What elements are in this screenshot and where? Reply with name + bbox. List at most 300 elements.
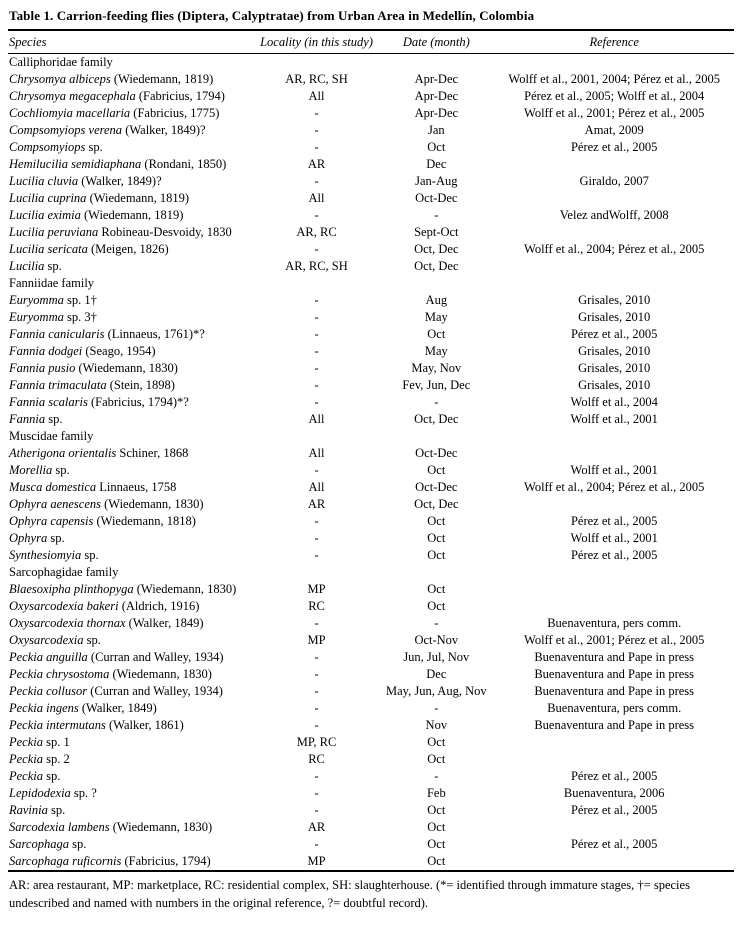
species-table [8,31,734,872]
locality-cell: MP [307,582,326,596]
family-section-name: Sarcophagidae family [9,565,119,579]
species-scientific-name: Fannia scalaris [9,395,88,409]
species-authority: (Wiedemann, 1819) [110,72,214,86]
reference-cell: Grisales, 2010 [578,344,651,358]
species-authority: sp. ? [70,786,97,800]
reference-cell: Wolff et al., 2001; Pérez et al., 2005 [524,633,705,647]
species-row [8,751,734,768]
column-header-locality: Locality (in this study) [255,31,378,54]
reference-cell: Buenaventura and Pape in press [534,650,695,664]
family-section-row [8,54,734,72]
species-authority: (Wiedemann, 1830) [133,582,237,596]
species-authority: (Walker, 1849)? [122,123,206,137]
species-row [8,717,734,734]
locality-cell: AR, RC, SH [285,259,348,273]
species-row [8,394,734,411]
reference-cell: Wolff et al., 2004; Pérez et al., 2005 [524,242,705,256]
reference-cell [494,445,734,462]
species-authority: (Fabricius, 1794)*? [87,395,189,409]
species-cell [8,836,255,853]
reference-cell: Pérez et al., 2005 [570,803,658,817]
locality-cell: AR [307,820,326,834]
species-scientific-name: Euryomma [9,293,64,307]
species-scientific-name: Fannia dodgei [9,344,83,358]
locality-cell: - [314,378,319,392]
species-authority: (Rondani, 1850) [141,157,227,171]
species-scientific-name: Ophyra capensis [9,514,94,528]
species-cell [8,496,255,513]
date-cell: Oct [427,582,446,596]
table-header [8,31,734,54]
species-row [8,462,734,479]
species-scientific-name: Atherigona orientalis [9,446,117,460]
species-scientific-name: Morellia [9,463,53,477]
species-authority: Robineau-Desvoidy, 1830 [98,225,232,239]
species-cell [8,411,255,428]
species-cell [8,547,255,564]
locality-cell: - [314,106,319,120]
locality-cell: - [314,174,319,188]
species-cell [8,173,255,190]
locality-cell: All [308,412,325,426]
species-row [8,445,734,462]
species-row [8,513,734,530]
species-authority: (Wiedemann, 1830) [109,820,213,834]
locality-cell: - [314,786,319,800]
species-scientific-name: Hemilucilia semidiaphana [9,157,142,171]
reference-cell [494,190,734,207]
species-cell [8,649,255,666]
date-cell: Oct [427,531,446,545]
species-cell [8,853,255,871]
species-authority: sp. [83,633,101,647]
species-scientific-name: Ophyra aenescens [9,497,101,511]
species-authority: sp. [68,837,87,851]
reference-cell: Giraldo, 2007 [579,174,649,188]
species-cell [8,734,255,751]
date-cell: Oct, Dec [414,259,459,273]
locality-cell: AR [307,497,326,511]
column-header-reference: Reference [494,31,734,54]
locality-cell: - [314,837,319,851]
species-cell [8,802,255,819]
locality-cell: AR [307,157,326,171]
species-cell [8,241,255,258]
species-cell [8,751,255,768]
species-scientific-name: Oxysarcodexia thornax [9,616,126,630]
date-cell: May, Nov [411,361,462,375]
species-scientific-name: Compsomyiops verena [9,123,123,137]
locality-cell: MP [307,854,326,868]
date-cell: Aug [425,293,448,307]
species-row [8,819,734,836]
species-scientific-name: Peckia [9,769,44,783]
reference-cell: Grisales, 2010 [578,310,651,324]
species-authority: (Fabricius, 1775) [130,106,220,120]
species-scientific-name: Ravinia [9,803,48,817]
species-row [8,853,734,871]
species-row [8,411,734,428]
species-row [8,700,734,717]
species-cell [8,139,255,156]
species-cell [8,462,255,479]
species-row [8,683,734,700]
species-scientific-name: Lucilia peruviana [9,225,99,239]
species-authority: (Curran and Walley, 1934) [87,650,224,664]
date-cell: Oct [427,463,446,477]
reference-cell [494,156,734,173]
locality-cell: All [308,480,325,494]
table-caption-label: Table 1. [9,8,54,23]
species-cell [8,700,255,717]
species-authority: sp. 1† [63,293,97,307]
species-cell [8,479,255,496]
family-section-name: Fanniidae family [9,276,95,290]
locality-cell: - [314,395,319,409]
species-row [8,360,734,377]
reference-cell: Pérez et al., 2005 [570,140,658,154]
species-authority: (Fabricius, 1794) [135,89,225,103]
species-cell [8,207,255,224]
locality-cell: - [314,684,319,698]
reference-cell [494,258,734,275]
reference-cell: Buenaventura and Pape in press [534,718,695,732]
date-cell: Oct [427,854,446,868]
species-authority: (Meigen, 1826) [87,242,169,256]
locality-cell: All [308,446,325,460]
species-cell [8,71,255,88]
locality-cell: - [314,344,319,358]
family-section-name: Calliphoridae family [9,55,113,69]
reference-cell [494,581,734,598]
species-scientific-name: Peckia [9,752,44,766]
date-cell: Oct [427,820,446,834]
date-cell: Apr-Dec [414,89,459,103]
species-authority: sp. 2 [43,752,70,766]
species-cell [8,513,255,530]
species-scientific-name: Peckia ingens [9,701,79,715]
locality-cell: AR, RC, SH [285,72,348,86]
species-row [8,768,734,785]
species-cell [8,785,255,802]
species-cell [8,615,255,632]
family-section-row [8,428,734,445]
species-authority: sp. [47,803,66,817]
species-authority: Linnaeus, 1758 [96,480,177,494]
species-scientific-name: Lucilia eximia [9,208,81,222]
locality-cell: All [308,191,325,205]
species-row [8,190,734,207]
locality-cell: - [314,463,319,477]
species-authority: sp. 3† [63,310,97,324]
family-section-row [8,564,734,581]
date-cell: Apr-Dec [414,106,459,120]
species-scientific-name: Peckia intermutans [9,718,106,732]
locality-cell: - [314,701,319,715]
species-cell [8,717,255,734]
species-row [8,258,734,275]
species-scientific-name: Fannia canicularis [9,327,105,341]
reference-cell [494,598,734,615]
date-cell: - [434,208,439,222]
date-cell: Oct-Dec [415,446,458,460]
reference-cell: Grisales, 2010 [578,361,651,375]
date-cell: Jun, Jul, Nov [403,650,470,664]
locality-cell: RC [308,752,325,766]
species-authority: (Walker, 1849) [78,701,157,715]
reference-cell: Wolff et al., 2001; Pérez et al., 2005 [524,106,705,120]
species-authority: (Seago, 1954) [82,344,156,358]
locality-cell: - [314,208,319,222]
date-cell: Oct-Dec [415,480,458,494]
species-cell [8,445,255,462]
species-cell [8,309,255,326]
locality-cell: - [314,327,319,341]
species-row [8,343,734,360]
species-authority: (Curran and Walley, 1934) [87,684,223,698]
date-cell: Dec [426,157,447,171]
species-row [8,598,734,615]
species-scientific-name: Ophyra [9,531,48,545]
species-cell [8,190,255,207]
date-cell: Apr-Dec [414,72,459,86]
reference-cell: Pérez et al., 2005 [570,548,658,562]
date-cell: Oct [427,514,446,528]
species-row [8,292,734,309]
species-authority: (Wiedemann, 1819) [86,191,190,205]
species-row [8,836,734,853]
species-scientific-name: Blaesoxipha plinthopyga [9,582,134,596]
reference-cell: Pérez et al., 2005 [570,514,658,528]
species-scientific-name: Peckia chrysostoma [9,667,110,681]
date-cell: Oct-Dec [415,191,458,205]
species-scientific-name: Cochliomyia macellaria [9,106,131,120]
reference-cell: Wolff et al., 2001 [570,412,658,426]
species-authority: (Walker, 1849)? [78,174,162,188]
species-cell [8,683,255,700]
species-row [8,615,734,632]
species-row [8,785,734,802]
species-cell [8,122,255,139]
species-authority: sp. [52,463,70,477]
species-row [8,241,734,258]
table-footnote: AR: area restaurant, MP: marketplace, RC: residential complex, SH: slaughterhouse. (*= identified through immature stages, †= species undescribed and named with numbers in the original reference, ?= doubtful record). [9,878,690,910]
species-row [8,734,734,751]
species-scientific-name: Musca domestica [9,480,97,494]
species-row [8,105,734,122]
reference-cell: Buenaventura and Pape in press [534,684,695,698]
reference-cell: Pérez et al., 2005; Wolff et al., 2004 [524,89,705,103]
species-authority: (Wiedemann, 1830) [101,497,204,511]
reference-cell [494,496,734,513]
species-cell [8,343,255,360]
date-cell: Nov [425,718,448,732]
species-cell [8,768,255,785]
reference-cell: Wolff et al., 2001 [570,463,658,477]
species-row [8,173,734,190]
locality-cell: AR, RC [296,225,337,239]
reference-cell: Wolff et al., 2001 [570,531,658,545]
date-cell: - [434,616,439,630]
date-cell: Oct, Dec [414,242,459,256]
species-row [8,802,734,819]
locality-cell: - [314,667,319,681]
species-row [8,649,734,666]
species-scientific-name: Lucilia cuprina [9,191,87,205]
locality-cell: - [314,293,319,307]
species-row [8,122,734,139]
species-row [8,207,734,224]
species-cell [8,598,255,615]
species-authority: sp. 1 [43,735,70,749]
species-authority: sp. [85,140,103,154]
species-authority: (Wiedemann, 1830) [75,361,178,375]
header-row [8,31,734,54]
species-cell [8,377,255,394]
date-cell: May [424,344,448,358]
species-scientific-name: Sarcodexia lambens [9,820,110,834]
locality-cell: MP [307,633,326,647]
species-row [8,666,734,683]
reference-cell [494,751,734,768]
species-row [8,224,734,241]
species-row [8,139,734,156]
species-row [8,377,734,394]
date-cell: Oct [427,327,446,341]
species-row [8,309,734,326]
family-section-name: Muscidae family [9,429,94,443]
species-authority: sp. [81,548,99,562]
table-caption-text: Carrion-feeding flies (Diptera, Calyptratae) from Urban Area in Medellín, Colombia [53,8,535,23]
species-authority: (Walker, 1861) [105,718,184,732]
date-cell: Oct [427,548,446,562]
reference-cell [494,853,734,871]
species-authority: sp. [45,412,63,426]
locality-cell: - [314,616,319,630]
species-scientific-name: Oxysarcodexia bakeri [9,599,119,613]
table-caption [8,5,734,31]
species-row [8,496,734,513]
species-authority: (Aldrich, 1916) [118,599,200,613]
species-authority: (Wiedemann, 1830) [109,667,212,681]
date-cell: - [434,701,439,715]
species-scientific-name: Peckia anguilla [9,650,88,664]
species-row [8,530,734,547]
date-cell: Dec [426,667,447,681]
species-authority: (Walker, 1849) [125,616,204,630]
date-cell: Jan-Aug [415,174,458,188]
date-cell: - [434,395,439,409]
species-cell [8,632,255,649]
reference-cell [494,819,734,836]
locality-cell: - [314,514,319,528]
locality-cell: - [314,310,319,324]
date-cell: May, Jun, Aug, Nov [386,684,487,698]
locality-cell: - [314,361,319,375]
locality-cell: - [314,140,319,154]
locality-cell: RC [308,599,325,613]
locality-cell: - [314,803,319,817]
date-cell: Fev, Jun, Dec [402,378,471,392]
locality-cell: All [308,89,325,103]
species-authority: (Linnaeus, 1761)*? [104,327,205,341]
species-row [8,632,734,649]
date-cell: - [434,769,439,783]
reference-cell: Amat, 2009 [584,123,644,137]
reference-cell: Buenaventura, pers comm. [547,616,682,630]
species-authority: (Fabricius, 1794) [121,854,211,868]
species-authority: sp. [44,259,62,273]
locality-cell: - [314,718,319,732]
species-cell [8,581,255,598]
date-cell: Oct [427,803,446,817]
reference-cell: Pérez et al., 2005 [570,837,658,851]
column-header-species: Species [8,31,255,54]
date-cell: Oct, Dec [414,497,459,511]
reference-cell: Buenaventura, pers comm. [547,701,682,715]
species-row [8,581,734,598]
species-cell [8,224,255,241]
species-cell [8,360,255,377]
species-authority: sp. [47,531,65,545]
species-cell [8,530,255,547]
species-authority: (Wiedemann, 1819) [80,208,184,222]
locality-cell: MP, RC [296,735,337,749]
species-scientific-name: Chrysomya megacephala [9,89,136,103]
species-scientific-name: Compsomyiops [9,140,86,154]
species-scientific-name: Lucilia sericata [9,242,88,256]
species-scientific-name: Euryomma [9,310,64,324]
species-row [8,479,734,496]
family-section-row [8,275,734,292]
date-cell: Oct-Nov [414,633,459,647]
species-scientific-name: Lepidodexia [9,786,71,800]
species-scientific-name: Chrysomya albiceps [9,72,111,86]
reference-cell: Buenaventura and Pape in press [534,667,695,681]
reference-cell: Wolff et al., 2004; Pérez et al., 2005 [524,480,705,494]
date-cell: Oct [427,752,446,766]
species-scientific-name: Fannia trimaculata [9,378,107,392]
locality-cell: - [314,769,319,783]
reference-cell: Grisales, 2010 [578,293,651,307]
species-scientific-name: Lucilia cluvia [9,174,79,188]
species-row [8,88,734,105]
species-cell [8,105,255,122]
locality-cell: - [314,531,319,545]
reference-cell: Grisales, 2010 [578,378,651,392]
species-scientific-name: Sarcophaga ruficornis [9,854,122,868]
date-cell: Oct, Dec [414,412,459,426]
reference-cell [494,734,734,751]
locality-cell: - [314,123,319,137]
species-cell [8,394,255,411]
locality-cell: - [314,548,319,562]
species-cell [8,666,255,683]
species-row [8,156,734,173]
date-cell: May [424,310,448,324]
species-row [8,326,734,343]
species-cell [8,326,255,343]
species-scientific-name: Fannia [9,412,46,426]
species-scientific-name: Lucilia [9,259,45,273]
locality-cell: - [314,650,319,664]
reference-cell [494,224,734,241]
date-cell: Oct [427,837,446,851]
reference-cell: Velez andWolff, 2008 [559,208,669,222]
reference-cell: Buenaventura, 2006 [563,786,665,800]
species-row [8,71,734,88]
date-cell: Sept-Oct [414,225,459,239]
